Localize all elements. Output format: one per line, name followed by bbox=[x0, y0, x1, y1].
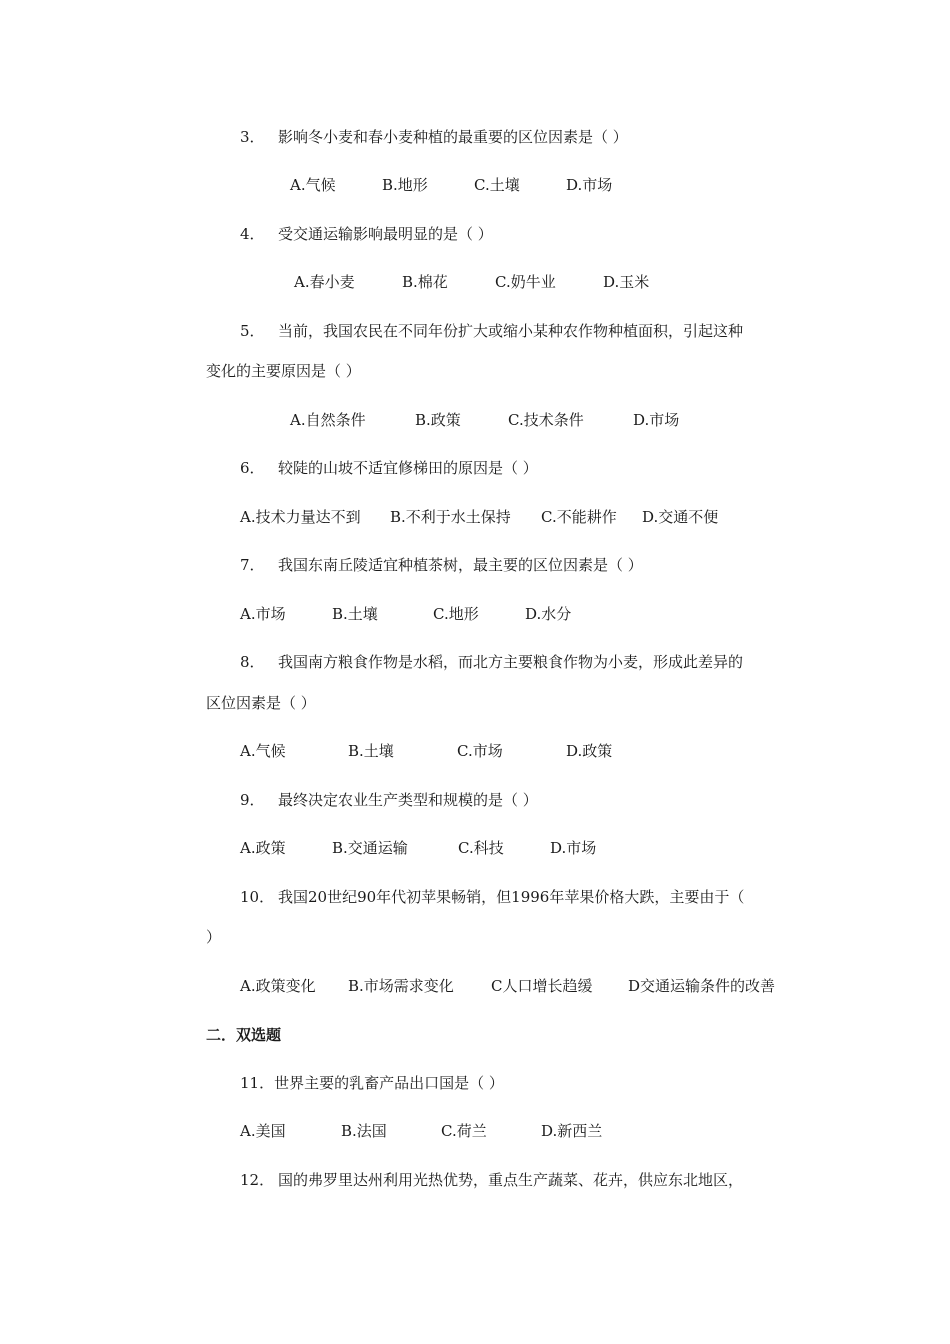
question-5 bbox=[240, 321, 806, 341]
option-c: C.地形 bbox=[433, 605, 479, 623]
option-a: A.气候 bbox=[240, 742, 286, 760]
question-text: 我国南方粮食作物是水稻，而北方主要粮食作物为小麦，形成此差异的 bbox=[278, 653, 744, 671]
question-number: 5． bbox=[240, 322, 265, 340]
question-number: 6． bbox=[240, 459, 265, 477]
question-text: 我国20世纪90年代初苹果畅销，但1996年苹果价格大跌，主要由于（ bbox=[278, 888, 745, 906]
option-b: B.地形 bbox=[382, 176, 428, 194]
question-8-continuation: 区位因素是（ ） bbox=[206, 694, 316, 712]
question-number: 10． bbox=[240, 888, 275, 906]
option-d: D.新西兰 bbox=[541, 1122, 603, 1140]
question-3-options bbox=[290, 175, 612, 195]
question-8-options bbox=[240, 741, 612, 761]
option-d: D.市场 bbox=[566, 176, 613, 194]
option-d: D.水分 bbox=[525, 605, 572, 623]
option-d: D.市场 bbox=[550, 839, 597, 857]
question-number: 7． bbox=[240, 556, 265, 574]
option-b: B.棉花 bbox=[402, 273, 448, 291]
option-c: C.科技 bbox=[458, 839, 504, 857]
question-number: 12． bbox=[240, 1171, 275, 1189]
option-c: C.市场 bbox=[457, 742, 503, 760]
question-text: 我国东南丘陵适宜种植茶树，最主要的区位因素是（ ） bbox=[278, 556, 643, 574]
question-6-options bbox=[240, 507, 718, 527]
option-a: A.气候 bbox=[290, 176, 336, 194]
question-text: 较陡的山坡不适宜修梯田的原因是（ ） bbox=[278, 459, 538, 477]
option-c: C人口增长趋缓 bbox=[491, 977, 593, 995]
question-8 bbox=[240, 652, 806, 672]
question-number: 4． bbox=[240, 225, 265, 243]
question-9 bbox=[240, 790, 538, 810]
question-number: 11． bbox=[240, 1074, 275, 1092]
option-c: C.不能耕作 bbox=[541, 508, 617, 526]
question-6 bbox=[240, 458, 538, 478]
option-a: A.春小麦 bbox=[294, 273, 355, 291]
question-number: 8． bbox=[240, 653, 265, 671]
option-d: D.玉米 bbox=[603, 273, 650, 291]
option-d: D.交通不便 bbox=[642, 508, 719, 526]
option-a: A.美国 bbox=[240, 1122, 286, 1140]
question-number: 3． bbox=[240, 128, 265, 146]
question-10-continuation: ） bbox=[206, 928, 222, 946]
option-b: B.土壤 bbox=[348, 742, 394, 760]
option-b: B.市场需求变化 bbox=[348, 977, 454, 995]
option-d: D交通运输条件的改善 bbox=[628, 977, 776, 995]
option-a: A.政策 bbox=[240, 839, 286, 857]
question-5-options bbox=[290, 410, 679, 430]
option-c: C.土壤 bbox=[474, 176, 520, 194]
option-b: B.土壤 bbox=[332, 605, 378, 623]
question-text: 世界主要的乳畜产品出口国是（ ） bbox=[274, 1074, 504, 1092]
question-text: 影响冬小麦和春小麦种植的最重要的区位因素是（ ） bbox=[278, 128, 628, 146]
option-d: D.市场 bbox=[633, 411, 680, 429]
option-b: B.交通运输 bbox=[332, 839, 408, 857]
option-a: A.自然条件 bbox=[290, 411, 366, 429]
option-a: A.市场 bbox=[240, 605, 286, 623]
question-12 bbox=[240, 1170, 743, 1190]
question-text: 受交通运输影响最明显的是（ ） bbox=[278, 225, 493, 243]
option-c: C.荷兰 bbox=[441, 1122, 487, 1140]
question-11 bbox=[240, 1073, 504, 1093]
option-b: B.法国 bbox=[341, 1122, 387, 1140]
option-a: A.政策变化 bbox=[240, 977, 316, 995]
question-3 bbox=[240, 127, 628, 147]
question-4 bbox=[240, 224, 493, 244]
question-text: 最终决定农业生产类型和规模的是（ ） bbox=[278, 791, 538, 809]
question-text: 国的弗罗里达州利用光热优势，重点生产蔬菜、花卉，供应东北地区， bbox=[278, 1171, 744, 1189]
question-10-options bbox=[240, 976, 775, 996]
option-d: D.政策 bbox=[566, 742, 613, 760]
question-text: 当前，我国农民在不同年份扩大或缩小某种农作物种植面积，引起这种 bbox=[278, 322, 744, 340]
option-c: C.技术条件 bbox=[508, 411, 584, 429]
question-10 bbox=[240, 887, 806, 907]
question-9-options bbox=[240, 838, 596, 858]
question-7 bbox=[240, 555, 643, 575]
question-number: 9． bbox=[240, 791, 265, 809]
section-heading: 二．双选题 bbox=[206, 1026, 282, 1044]
option-b: B.政策 bbox=[415, 411, 461, 429]
question-4-options bbox=[294, 272, 649, 292]
question-7-options bbox=[240, 604, 571, 624]
question-11-options bbox=[240, 1121, 602, 1141]
question-5-continuation: 变化的主要原因是（ ） bbox=[206, 362, 361, 380]
option-c: C.奶牛业 bbox=[495, 273, 556, 291]
option-b: B.不利于水土保持 bbox=[390, 508, 511, 526]
option-a: A.技术力量达不到 bbox=[240, 508, 361, 526]
